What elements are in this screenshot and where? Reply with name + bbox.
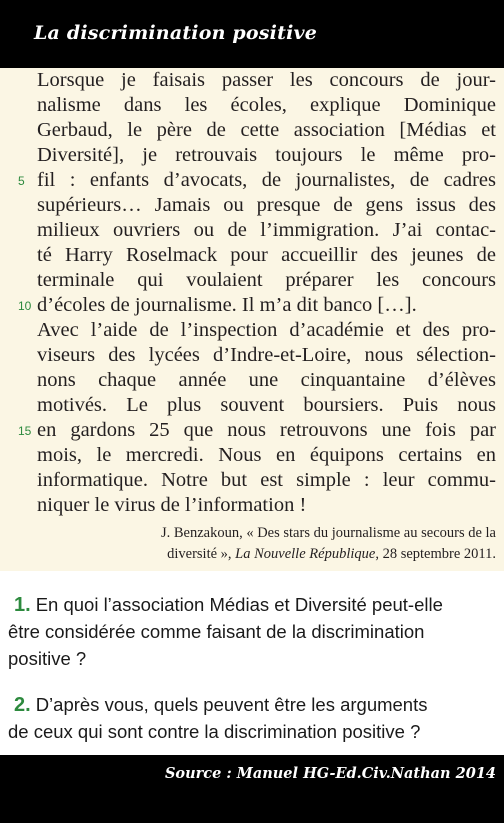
question-1-line-3: positive ? <box>8 648 87 669</box>
article-excerpt <box>0 68 504 571</box>
title-bar <box>0 0 504 68</box>
question-number: 2. <box>14 694 31 716</box>
article-line: viseurs des lycées d’Indre-et-Loire, nous sélection- <box>37 344 496 366</box>
source-credit: Source : Manuel HG-Ed.Civ.Nathan 2014 <box>164 765 496 782</box>
citation-source: La Nouvelle République <box>235 546 376 562</box>
article-line: informatique. Notre but est simple : leur commu- <box>37 469 496 491</box>
question-1 <box>8 591 498 619</box>
article-line: nalisme dans les écoles, explique Dominique <box>37 94 496 116</box>
article-line: motivés. Le plus souvent boursiers. Puis nous <box>37 394 496 416</box>
line-number: 10 <box>18 299 32 313</box>
article-line: en gardons 25 que nous retrouvons une fois par <box>37 419 496 441</box>
citation-line <box>26 544 496 565</box>
article-line: Diversité], je retrouvais toujours le même pro- <box>37 144 496 166</box>
article-line: milieux ouvriers ou de l’immigration. J’ai contac- <box>37 219 496 241</box>
article-line: Gerbaud, le père de cette association [Médias et <box>37 119 496 141</box>
citation-line: J. Benzakoun, « Des stars du journalisme au secours de la <box>160 525 496 541</box>
question-2-line-2: de ceux qui sont contre la discrimination positive ? <box>8 721 421 742</box>
article-line: niquer le virus de l’information ! <box>37 494 307 516</box>
questions-block <box>0 571 504 755</box>
citation-prefix: diversité », <box>167 546 236 562</box>
question-2 <box>8 691 498 719</box>
page-title: La discrimination positive <box>34 22 318 44</box>
question-number: 1. <box>14 594 31 616</box>
article-line: mois, le mercredi. Nous en équipons certains en <box>37 444 496 466</box>
question-1-line-2: être considérée comme faisant de la discrimination <box>8 621 425 642</box>
article-line: d’écoles de journalisme. Il m’a dit banco […]. <box>37 294 417 316</box>
question-line: D’après vous, quels peuvent être les arguments <box>35 694 428 715</box>
article-line: Lorsque je faisais passer les concours de jour- <box>37 69 496 91</box>
line-number: 15 <box>18 424 32 438</box>
article-line: té Harry Roselmack pour accueillir des jeunes de <box>37 244 496 266</box>
question-line: En quoi l’association Médias et Diversité peut-elle <box>35 594 443 615</box>
article-line: Avec l’aide de l’inspection d’académie et des pro- <box>37 319 496 341</box>
article-line: terminale qui voulaient préparer les concours <box>37 269 496 291</box>
article-line: fil : enfants d’avocats, de journalistes, de cadres <box>37 169 496 191</box>
article-line: supérieurs… Jamais ou presque de gens issus des <box>37 194 496 216</box>
line-number: 5 <box>18 174 25 188</box>
article-line: nons chaque année une cinquantaine d’élèves <box>37 369 496 391</box>
citation-date: , 28 septembre 2011. <box>375 546 496 562</box>
